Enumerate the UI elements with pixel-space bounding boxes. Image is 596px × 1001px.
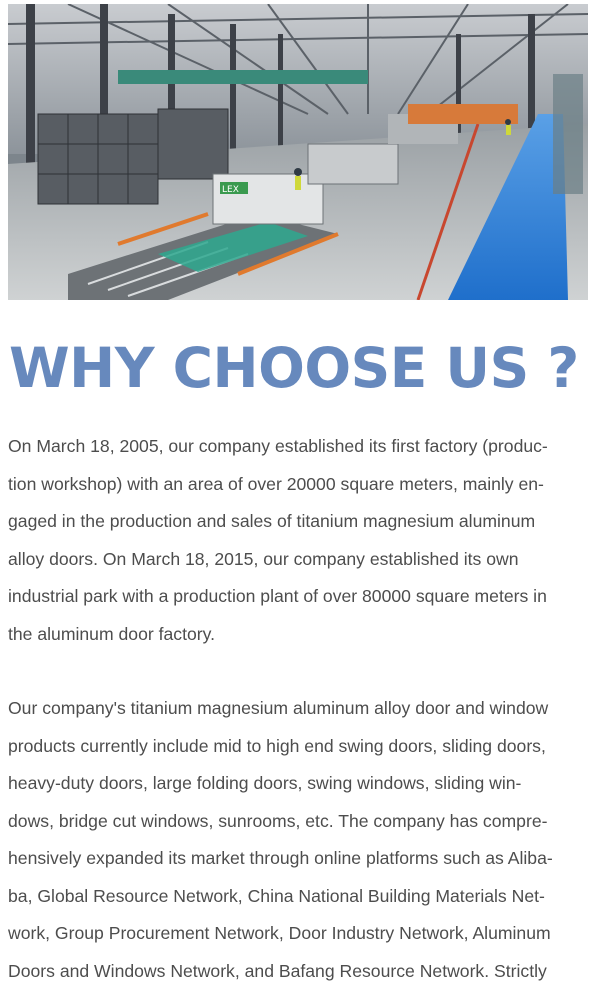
paragraph-line: the aluminum door factory. (8, 623, 215, 644)
paragraph-line: work, Group Procurement Network, Door Industry Network, Aluminum (8, 923, 551, 943)
paragraph-line: tion workshop) with an area of over 20000 square meters, mainly en- (8, 473, 544, 494)
products-paragraph (8, 690, 560, 990)
machine-sign-text: LEX (222, 185, 239, 195)
paragraph-line: products currently include mid to high end swing doors, sliding doors, (8, 735, 546, 756)
page-title: WHY CHOOSE US ? (9, 336, 579, 400)
paragraph-line: dows, bridge cut windows, sunrooms, etc. The company has compre- (8, 810, 548, 831)
paragraph-line: Our company's titanium magnesium aluminum alloy door and window (8, 698, 549, 718)
paragraph-line: alloy doors. On March 18, 2015, our company established its own (8, 548, 519, 569)
hero-factory-image (8, 4, 588, 300)
paragraph-line: industrial park with a production plant of over 80000 square meters in (8, 586, 547, 606)
intro-paragraph (8, 428, 560, 653)
paragraph-line: Doors and Windows Network, and Bafang Resource Network. Strictly (8, 960, 547, 981)
factory-photo-icon (8, 4, 588, 300)
paragraph-line: On March 18, 2005, our company established its first factory (produc- (8, 436, 548, 456)
paragraph-line: hensively expanded its market through online platforms such as Aliba- (8, 848, 553, 868)
paragraph-line: ba, Global Resource Network, China National Building Materials Net- (8, 885, 545, 906)
paragraph-line: heavy-duty doors, large folding doors, swing windows, sliding win- (8, 773, 522, 793)
paragraph-line: gaged in the production and sales of titanium magnesium aluminum (8, 511, 536, 531)
